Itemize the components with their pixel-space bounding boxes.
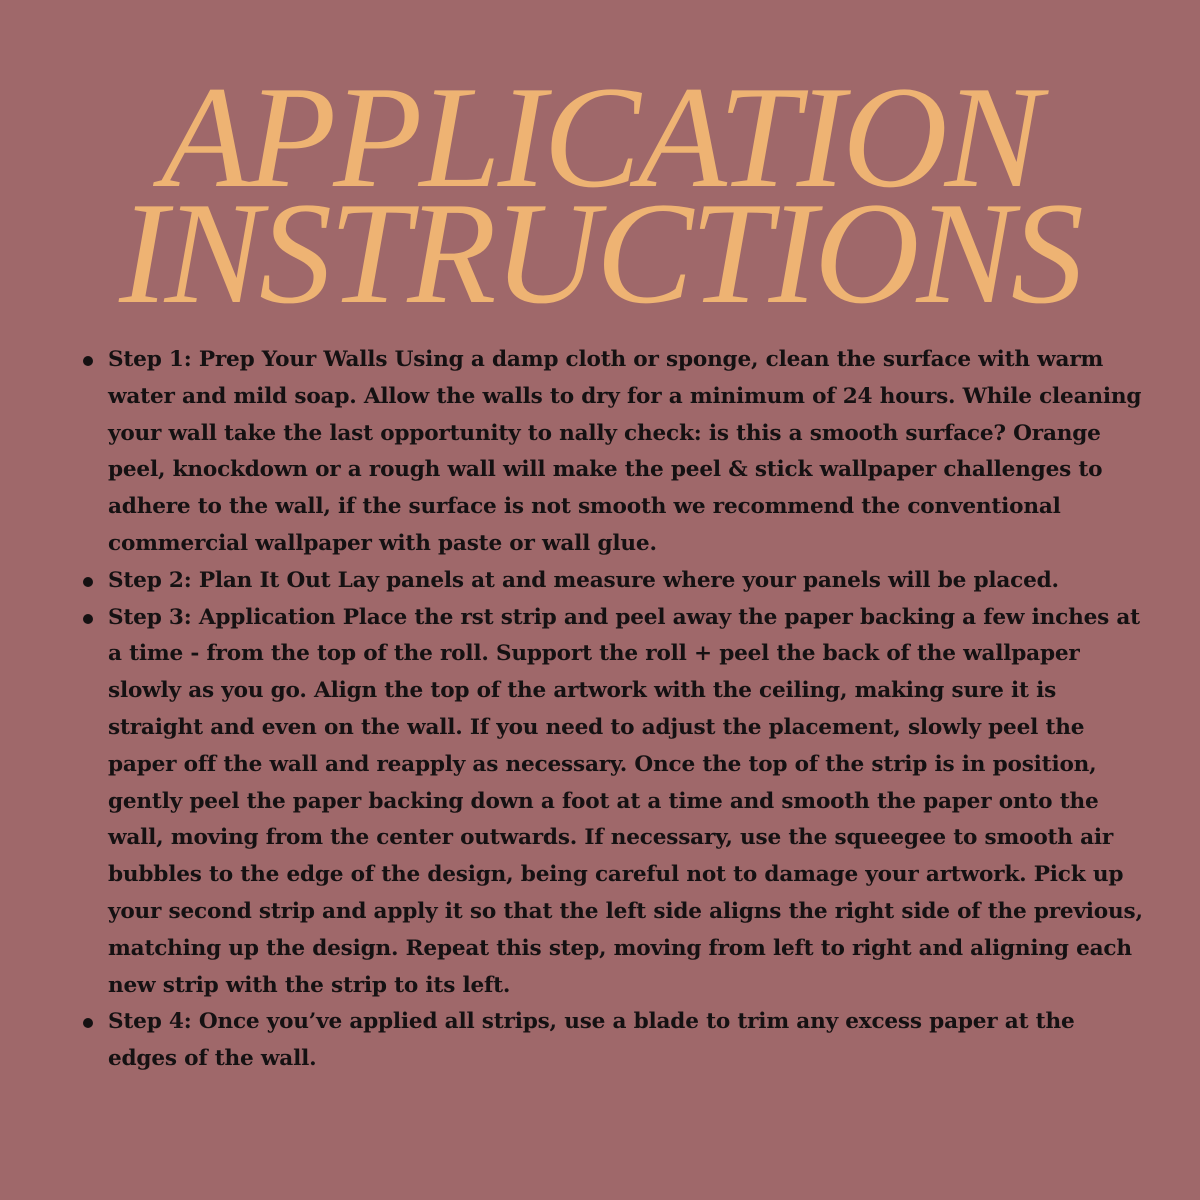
list-item [80,563,1150,600]
bullet-icon [83,577,93,587]
title-line-2: INSTRUCTIONS [119,172,1081,334]
list-item [80,342,1150,563]
title-line-1: APPLICATION [160,56,1040,218]
step-3-text: Step 3: Application Place the rst strip and peel away the paper backing a few inches at a time - from the top of the roll. Support the roll + peel the back of the wallpaper slowly as you go. Align the top of the artwork with the ceiling, making sure it is straight and even on the wall. If you need to adjust the placement, slowly peel the paper off the wall and reapply as necessary. Once the top of the strip is in position, gently peel the paper backing down a foot at a time and smooth the paper onto the wall, moving from the center outwards. If necessary, use the squeegee to smooth air bubbles to the edge of the design, being careful not to damage your artwork. Pick up your second strip and apply it so that the left side aligns the right side of the previous, matching up the design. Repeat this step, moving from left to right and aligning each new strip with the strip to its left. [108,604,1143,998]
list-item [80,1004,1150,1078]
instructions-list [80,342,1150,1078]
step-4-text: Step 4: Once you’ve applied all strips, use a blade to trim any excess paper at the edges of the wall. [108,1009,1075,1072]
bullet-icon [83,614,93,624]
list-item [80,600,1150,1005]
step-1-text: Step 1: Prep Your Walls Using a damp cloth or sponge, clean the surface with warm water and mild soap. Allow the walls to dry for a minimum of 24 hours. While cleaning your wall take the last opportunity to nally check: is this a smooth surface? Orange peel, knockdown or a rough wall will make the peel & stick wallpaper challenges to adhere to the wall, if the surface is not smooth we recommend the conventional commercial wallpaper with paste or wall glue. [108,347,1142,556]
bullet-icon [83,356,93,366]
step-2-text: Step 2: Plan It Out Lay panels at and measure where your panels will be placed. [108,567,1059,593]
bullet-icon [83,1018,93,1028]
